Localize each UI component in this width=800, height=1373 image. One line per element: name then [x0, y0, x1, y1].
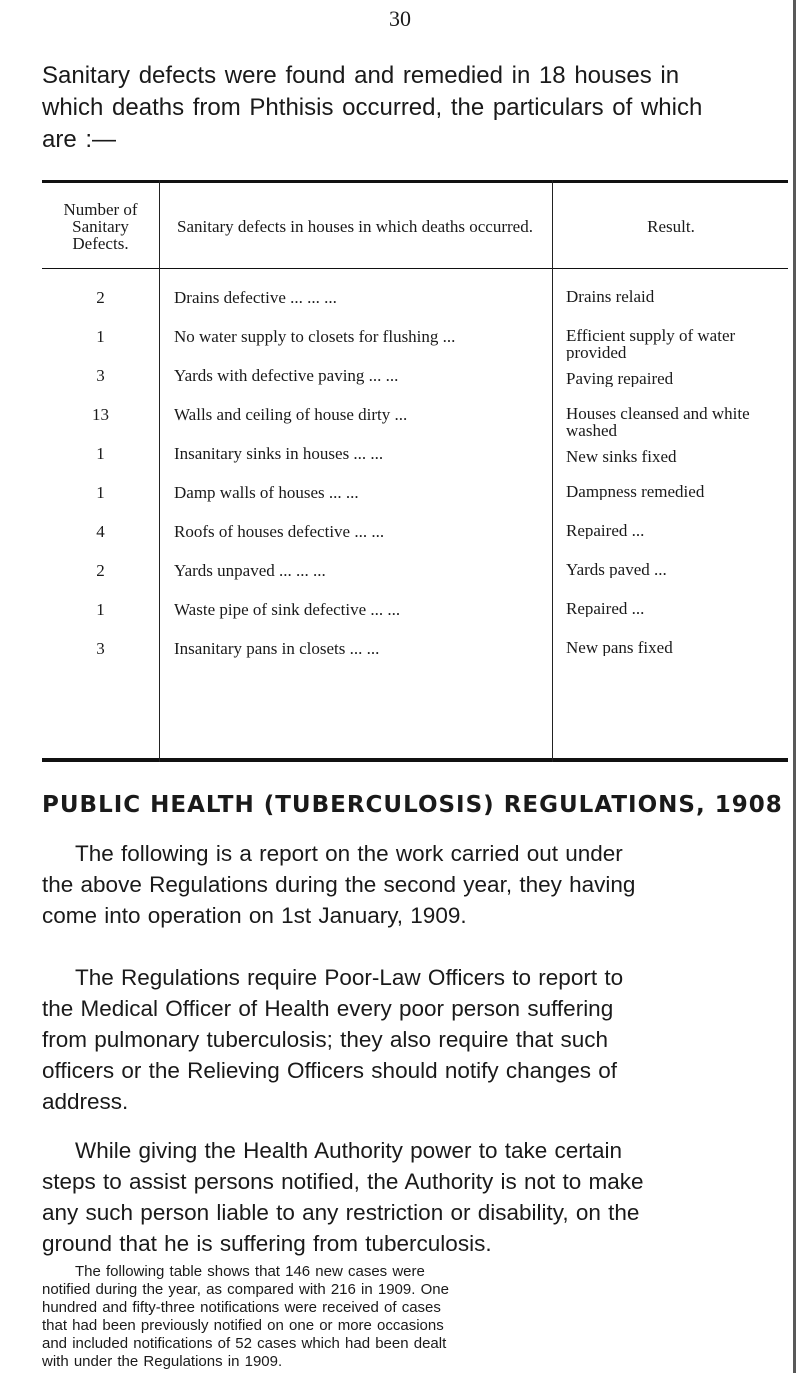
cell-result: Dampness remedied	[566, 483, 705, 500]
paragraph-line: steps to assist persons notified, the Authority is not to make	[42, 1169, 644, 1194]
paragraph-line: the above Regulations during the second year, they having	[42, 872, 636, 897]
cell-result: Repaired ...	[566, 522, 645, 539]
cell-defect: Yards with defective paving ... ...	[174, 366, 399, 385]
cell-result: Yards paved ...	[566, 561, 667, 578]
table-row	[42, 358, 788, 397]
page-edge-shadow	[793, 0, 796, 1373]
paragraph-line: hundred and fifty-three notifications were received of cases	[42, 1299, 441, 1316]
paragraph-line: The following is a report on the work carried out under	[75, 841, 623, 866]
cell-number: 2	[96, 288, 105, 307]
paragraph-line: that had been previously notified on one or more occasions	[42, 1317, 444, 1334]
header-defect: Sanitary defects in houses in which deaths occurred.	[177, 216, 533, 236]
cell-number: 13	[92, 405, 109, 424]
paragraph-line: and included notifications of 52 cases which had been dealt	[42, 1335, 447, 1352]
cell-result: New pans fixed	[566, 639, 673, 656]
paragraph-line: any such person liable to any restriction or disability, on the	[42, 1200, 640, 1225]
paragraph-line: ground that he is suffering from tuberculosis.	[42, 1231, 492, 1256]
page-number: 30	[389, 6, 411, 31]
cell-number: 1	[96, 483, 105, 502]
paragraph-line: notified during the year, as compared with 216 in 1909. One	[42, 1281, 449, 1298]
cell-defect: No water supply to closets for flushing ...	[174, 327, 456, 346]
cell-result: Efficient supply of water provided	[566, 327, 736, 361]
table-row	[42, 592, 788, 631]
paragraph-line: from pulmonary tuberculosis; they also require that such	[42, 1027, 609, 1052]
cell-defect: Waste pipe of sink defective ... ...	[174, 600, 401, 619]
header-result: Result.	[647, 216, 695, 236]
table-row	[42, 280, 788, 319]
table-row	[42, 631, 788, 670]
intro-line: which deaths from Phthisis occurred, the particulars of which	[42, 94, 703, 121]
cell-defect: Insanitary pans in closets ... ...	[174, 639, 380, 658]
cell-number: 2	[96, 561, 105, 580]
paragraph-3	[42, 1135, 794, 1259]
paragraph-line: officers or the Relieving Officers should notify changes of	[42, 1058, 617, 1083]
table-body	[42, 280, 788, 670]
paragraph-line: The Regulations require Poor-Law Officers to report to	[75, 965, 624, 990]
intro-line: are :—	[42, 126, 117, 153]
table-row	[42, 436, 788, 475]
table-row	[42, 553, 788, 592]
cell-defect: Drains defective ... ... ...	[174, 288, 337, 307]
sanitary-defects-table	[42, 180, 788, 762]
cell-result: Paving repaired	[566, 370, 674, 387]
cell-defect: Walls and ceiling of house dirty ...	[174, 405, 408, 424]
cell-defect: Roofs of houses defective ... ...	[174, 522, 385, 541]
table-bottom-rule	[42, 758, 788, 762]
table-row	[42, 514, 788, 553]
cell-defect: Insanitary sinks in houses ... ...	[174, 444, 384, 463]
paragraph-line: While giving the Health Authority power to take certain	[75, 1138, 623, 1163]
table-top-rule	[42, 180, 788, 183]
cell-number: 3	[96, 366, 105, 385]
header-number: Number of Sanitary Defects.	[63, 199, 138, 253]
paragraph-line: address.	[42, 1089, 129, 1114]
paragraph-line: The following table shows that 146 new cases were	[75, 1263, 425, 1280]
cell-number: 1	[96, 444, 105, 463]
cell-defect: Damp walls of houses ... ...	[174, 483, 359, 502]
paragraph-line: come into operation on 1st January, 1909.	[42, 903, 467, 928]
table-row	[42, 397, 788, 439]
cell-number: 1	[96, 600, 105, 619]
cell-result: New sinks fixed	[566, 448, 677, 465]
intro-paragraph	[42, 60, 792, 156]
section-heading: PUBLIC HEALTH (TUBERCULOSIS) REGULATIONS, 1908	[42, 792, 783, 818]
paragraph-2	[42, 962, 794, 1117]
cell-number: 3	[96, 639, 105, 658]
table-row	[42, 319, 788, 361]
cell-number: 1	[96, 327, 105, 346]
paragraph-line: with under the Regulations in 1909.	[42, 1353, 283, 1370]
intro-line: Sanitary defects were found and remedied in 18 houses in	[42, 62, 680, 89]
paragraph-1	[42, 838, 794, 931]
cell-number: 4	[96, 522, 105, 541]
cell-result: Houses cleansed and white washed	[566, 405, 750, 439]
cell-result: Repaired ...	[566, 600, 645, 617]
paragraph-4	[42, 1263, 794, 1371]
table-header-rule	[42, 268, 788, 269]
cell-result: Drains relaid	[566, 288, 655, 305]
table-row	[42, 475, 788, 514]
cell-defect: Yards unpaved ... ... ...	[174, 561, 326, 580]
paragraph-line: the Medical Officer of Health every poor person suffering	[42, 996, 614, 1021]
